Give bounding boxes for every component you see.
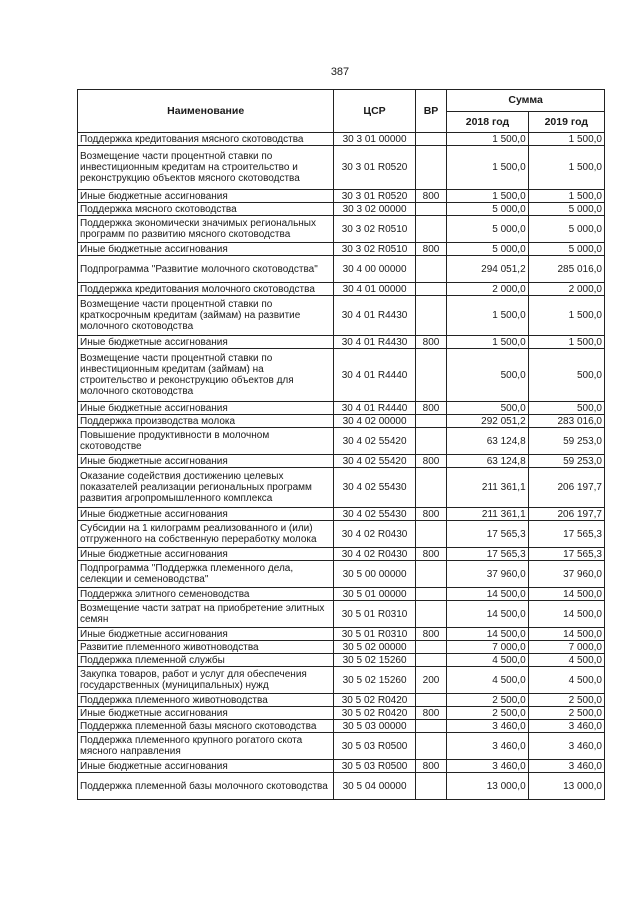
row-name: Иные бюджетные ассигнования (78, 190, 334, 203)
row-amount-2018: 292 051,2 (447, 415, 528, 428)
row-amount-2018: 3 460,0 (447, 733, 528, 760)
table-row (78, 654, 605, 667)
row-amount-2019: 1 500,0 (528, 133, 604, 146)
row-name: Иные бюджетные ассигнования (78, 243, 334, 256)
row-csr: 30 4 02 55430 (334, 468, 415, 508)
row-csr: 30 5 03 R0500 (334, 733, 415, 760)
row-csr: 30 5 02 15260 (334, 667, 415, 694)
table-row (78, 760, 605, 773)
row-csr: 30 5 02 00000 (334, 641, 415, 654)
row-name: Поддержка племенного животноводства (78, 694, 334, 707)
table-row (78, 720, 605, 733)
table-row (78, 588, 605, 601)
row-vr: 800 (415, 548, 447, 561)
table-row (78, 667, 605, 694)
row-name: Поддержка кредитования мясного скотоводства (78, 133, 334, 146)
row-amount-2019: 14 500,0 (528, 628, 604, 641)
row-name: Поддержка мясного скотоводства (78, 203, 334, 216)
row-vr (415, 601, 447, 628)
row-amount-2018: 4 500,0 (447, 667, 528, 694)
row-name: Возмещение части затрат на приобретение элитных семян (78, 601, 334, 628)
row-name: Иные бюджетные ассигнования (78, 548, 334, 561)
row-csr: 30 5 00 00000 (334, 561, 415, 588)
row-csr: 30 3 01 R0520 (334, 146, 415, 190)
row-vr: 800 (415, 243, 447, 256)
row-name: Субсидии на 1 килограмм реализованного и (или) отгруженного на собственную переработку молока (78, 521, 334, 548)
row-vr (415, 296, 447, 336)
row-amount-2018: 5 000,0 (447, 216, 528, 243)
row-name: Подпрограмма "Развитие молочного скотоводства" (78, 256, 334, 283)
row-amount-2019: 285 016,0 (528, 256, 604, 283)
row-name: Иные бюджетные ассигнования (78, 760, 334, 773)
row-amount-2019: 1 500,0 (528, 190, 604, 203)
row-name: Поддержка племенного крупного рогатого скота мясного направления (78, 733, 334, 760)
row-name: Подпрограмма "Поддержка племенного дела, селекции и семеноводства" (78, 561, 334, 588)
row-vr: 800 (415, 336, 447, 349)
row-amount-2018: 17 565,3 (447, 548, 528, 561)
row-vr (415, 283, 447, 296)
row-amount-2019: 1 500,0 (528, 146, 604, 190)
row-name: Поддержка племенной службы (78, 654, 334, 667)
row-csr: 30 4 01 R4440 (334, 402, 415, 415)
row-amount-2019: 2 000,0 (528, 283, 604, 296)
row-amount-2019: 5 000,0 (528, 243, 604, 256)
row-amount-2019: 13 000,0 (528, 773, 604, 800)
row-csr: 30 4 01 R4440 (334, 349, 415, 402)
row-vr: 800 (415, 628, 447, 641)
table-row (78, 402, 605, 415)
row-csr: 30 4 02 R0430 (334, 548, 415, 561)
table-row (78, 203, 605, 216)
row-amount-2018: 500,0 (447, 349, 528, 402)
table-row (78, 349, 605, 402)
row-csr: 30 4 01 00000 (334, 283, 415, 296)
row-vr (415, 588, 447, 601)
table-row (78, 548, 605, 561)
table-row (78, 336, 605, 349)
row-vr (415, 415, 447, 428)
header-name: Наименование (78, 90, 334, 133)
row-vr: 800 (415, 508, 447, 521)
row-amount-2019: 206 197,7 (528, 508, 604, 521)
row-csr: 30 5 01 R0310 (334, 601, 415, 628)
row-amount-2019: 500,0 (528, 402, 604, 415)
row-vr: 800 (415, 402, 447, 415)
table-row (78, 146, 605, 190)
row-amount-2018: 5 000,0 (447, 243, 528, 256)
row-vr (415, 256, 447, 283)
budget-table (77, 89, 605, 800)
header-csr: ЦСР (334, 90, 415, 133)
row-vr (415, 773, 447, 800)
row-name: Иные бюджетные ассигнования (78, 707, 334, 720)
row-amount-2019: 37 960,0 (528, 561, 604, 588)
table-row (78, 628, 605, 641)
table-row (78, 243, 605, 256)
table-header (78, 90, 605, 133)
page-number: 387 (330, 66, 350, 78)
row-vr: 800 (415, 707, 447, 720)
row-vr (415, 349, 447, 402)
table-row (78, 521, 605, 548)
row-csr: 30 4 02 55430 (334, 508, 415, 521)
row-csr: 30 5 02 R0420 (334, 694, 415, 707)
table-body (78, 133, 605, 800)
table-row (78, 733, 605, 760)
header-sum: Сумма (447, 90, 605, 112)
row-amount-2019: 1 500,0 (528, 296, 604, 336)
header-year-2019: 2019 год (528, 112, 604, 133)
row-name: Поддержка элитного семеноводства (78, 588, 334, 601)
row-csr: 30 4 02 55420 (334, 428, 415, 455)
table-row (78, 296, 605, 336)
row-vr (415, 428, 447, 455)
row-amount-2019: 206 197,7 (528, 468, 604, 508)
row-amount-2018: 5 000,0 (447, 203, 528, 216)
row-amount-2019: 3 460,0 (528, 760, 604, 773)
table-row (78, 190, 605, 203)
table-row (78, 428, 605, 455)
table-row (78, 694, 605, 707)
table-row (78, 283, 605, 296)
row-vr (415, 654, 447, 667)
row-csr: 30 4 01 R4430 (334, 336, 415, 349)
row-csr: 30 3 01 R0520 (334, 190, 415, 203)
row-amount-2018: 3 460,0 (447, 760, 528, 773)
row-amount-2018: 14 500,0 (447, 601, 528, 628)
row-name: Возмещение части процентной ставки по инвестиционным кредитам на строительство и реконструкцию объектов мясного скотоводства (78, 146, 334, 190)
row-vr (415, 203, 447, 216)
row-amount-2018: 211 361,1 (447, 508, 528, 521)
row-vr (415, 468, 447, 508)
row-amount-2018: 1 500,0 (447, 146, 528, 190)
row-name: Поддержка кредитования молочного скотоводства (78, 283, 334, 296)
row-amount-2019: 4 500,0 (528, 654, 604, 667)
row-name: Иные бюджетные ассигнования (78, 455, 334, 468)
row-amount-2018: 2 500,0 (447, 707, 528, 720)
row-amount-2018: 13 000,0 (447, 773, 528, 800)
row-amount-2018: 7 000,0 (447, 641, 528, 654)
table-row (78, 256, 605, 283)
row-name: Оказание содействия достижению целевых показателей реализации региональных программ развития агропромышленного комплекса (78, 468, 334, 508)
row-vr (415, 733, 447, 760)
row-amount-2018: 500,0 (447, 402, 528, 415)
row-name: Поддержка производства молока (78, 415, 334, 428)
row-amount-2019: 2 500,0 (528, 707, 604, 720)
row-amount-2019: 17 565,3 (528, 521, 604, 548)
table-row (78, 468, 605, 508)
row-name: Иные бюджетные ассигнования (78, 628, 334, 641)
row-csr: 30 5 03 00000 (334, 720, 415, 733)
row-csr: 30 4 00 00000 (334, 256, 415, 283)
row-amount-2018: 63 124,8 (447, 455, 528, 468)
table-row (78, 133, 605, 146)
row-name: Возмещение части процентной ставки по инвестиционным кредитам (займам) на строительство и реконструкцию объектов для молочного скотоводства (78, 349, 334, 402)
row-csr: 30 3 01 00000 (334, 133, 415, 146)
row-vr (415, 720, 447, 733)
row-csr: 30 5 02 R0420 (334, 707, 415, 720)
row-csr: 30 5 03 R0500 (334, 760, 415, 773)
row-amount-2019: 59 253,0 (528, 455, 604, 468)
row-csr: 30 4 02 55420 (334, 455, 415, 468)
row-amount-2019: 17 565,3 (528, 548, 604, 561)
row-csr: 30 4 02 R0430 (334, 521, 415, 548)
row-csr: 30 3 02 R0510 (334, 243, 415, 256)
row-amount-2019: 5 000,0 (528, 203, 604, 216)
row-amount-2019: 1 500,0 (528, 336, 604, 349)
row-amount-2018: 1 500,0 (447, 296, 528, 336)
table-row (78, 455, 605, 468)
row-amount-2018: 1 500,0 (447, 133, 528, 146)
row-csr: 30 3 02 00000 (334, 203, 415, 216)
row-vr (415, 521, 447, 548)
row-name: Развитие племенного животноводства (78, 641, 334, 654)
row-amount-2019: 3 460,0 (528, 720, 604, 733)
row-amount-2019: 500,0 (528, 349, 604, 402)
row-amount-2019: 14 500,0 (528, 601, 604, 628)
row-name: Иные бюджетные ассигнования (78, 336, 334, 349)
row-amount-2018: 37 960,0 (447, 561, 528, 588)
row-amount-2018: 63 124,8 (447, 428, 528, 455)
row-amount-2019: 3 460,0 (528, 733, 604, 760)
row-amount-2018: 4 500,0 (447, 654, 528, 667)
table-row (78, 216, 605, 243)
row-csr: 30 5 04 00000 (334, 773, 415, 800)
row-vr: 200 (415, 667, 447, 694)
row-amount-2018: 1 500,0 (447, 336, 528, 349)
row-amount-2019: 59 253,0 (528, 428, 604, 455)
row-amount-2018: 2 000,0 (447, 283, 528, 296)
table-row (78, 601, 605, 628)
row-amount-2019: 4 500,0 (528, 667, 604, 694)
row-vr (415, 216, 447, 243)
row-vr (415, 694, 447, 707)
row-amount-2018: 14 500,0 (447, 588, 528, 601)
table-row (78, 561, 605, 588)
row-amount-2018: 3 460,0 (447, 720, 528, 733)
row-amount-2018: 17 565,3 (447, 521, 528, 548)
row-vr (415, 146, 447, 190)
row-vr: 800 (415, 760, 447, 773)
row-csr: 30 5 01 00000 (334, 588, 415, 601)
row-name: Иные бюджетные ассигнования (78, 508, 334, 521)
table-row (78, 641, 605, 654)
row-amount-2018: 2 500,0 (447, 694, 528, 707)
row-csr: 30 3 02 R0510 (334, 216, 415, 243)
row-name: Возмещение части процентной ставки по краткосрочным кредитам (займам) на развитие молочного скотоводства (78, 296, 334, 336)
row-name: Поддержка экономически значимых региональных программ по развитию мясного скотоводства (78, 216, 334, 243)
row-amount-2018: 211 361,1 (447, 468, 528, 508)
row-name: Повышение продуктивности в молочном скотоводстве (78, 428, 334, 455)
row-vr (415, 561, 447, 588)
row-name: Закупка товаров, работ и услуг для обеспечения государственных (муниципальных) нужд (78, 667, 334, 694)
row-vr: 800 (415, 455, 447, 468)
row-amount-2019: 2 500,0 (528, 694, 604, 707)
row-amount-2018: 1 500,0 (447, 190, 528, 203)
header-year-2018: 2018 год (447, 112, 528, 133)
row-csr: 30 4 02 00000 (334, 415, 415, 428)
table-row (78, 773, 605, 800)
row-vr: 800 (415, 190, 447, 203)
row-csr: 30 5 01 R0310 (334, 628, 415, 641)
table-row (78, 508, 605, 521)
table-row (78, 415, 605, 428)
row-amount-2019: 7 000,0 (528, 641, 604, 654)
row-amount-2018: 14 500,0 (447, 628, 528, 641)
table-row (78, 707, 605, 720)
row-csr: 30 4 01 R4430 (334, 296, 415, 336)
row-vr (415, 641, 447, 654)
row-amount-2019: 283 016,0 (528, 415, 604, 428)
row-csr: 30 5 02 15260 (334, 654, 415, 667)
row-vr (415, 133, 447, 146)
row-amount-2019: 14 500,0 (528, 588, 604, 601)
row-name: Поддержка племенной базы молочного скотоводства (78, 773, 334, 800)
row-amount-2019: 5 000,0 (528, 216, 604, 243)
row-name: Иные бюджетные ассигнования (78, 402, 334, 415)
row-name: Поддержка племенной базы мясного скотоводства (78, 720, 334, 733)
header-vr: ВР (415, 90, 447, 133)
row-amount-2018: 294 051,2 (447, 256, 528, 283)
